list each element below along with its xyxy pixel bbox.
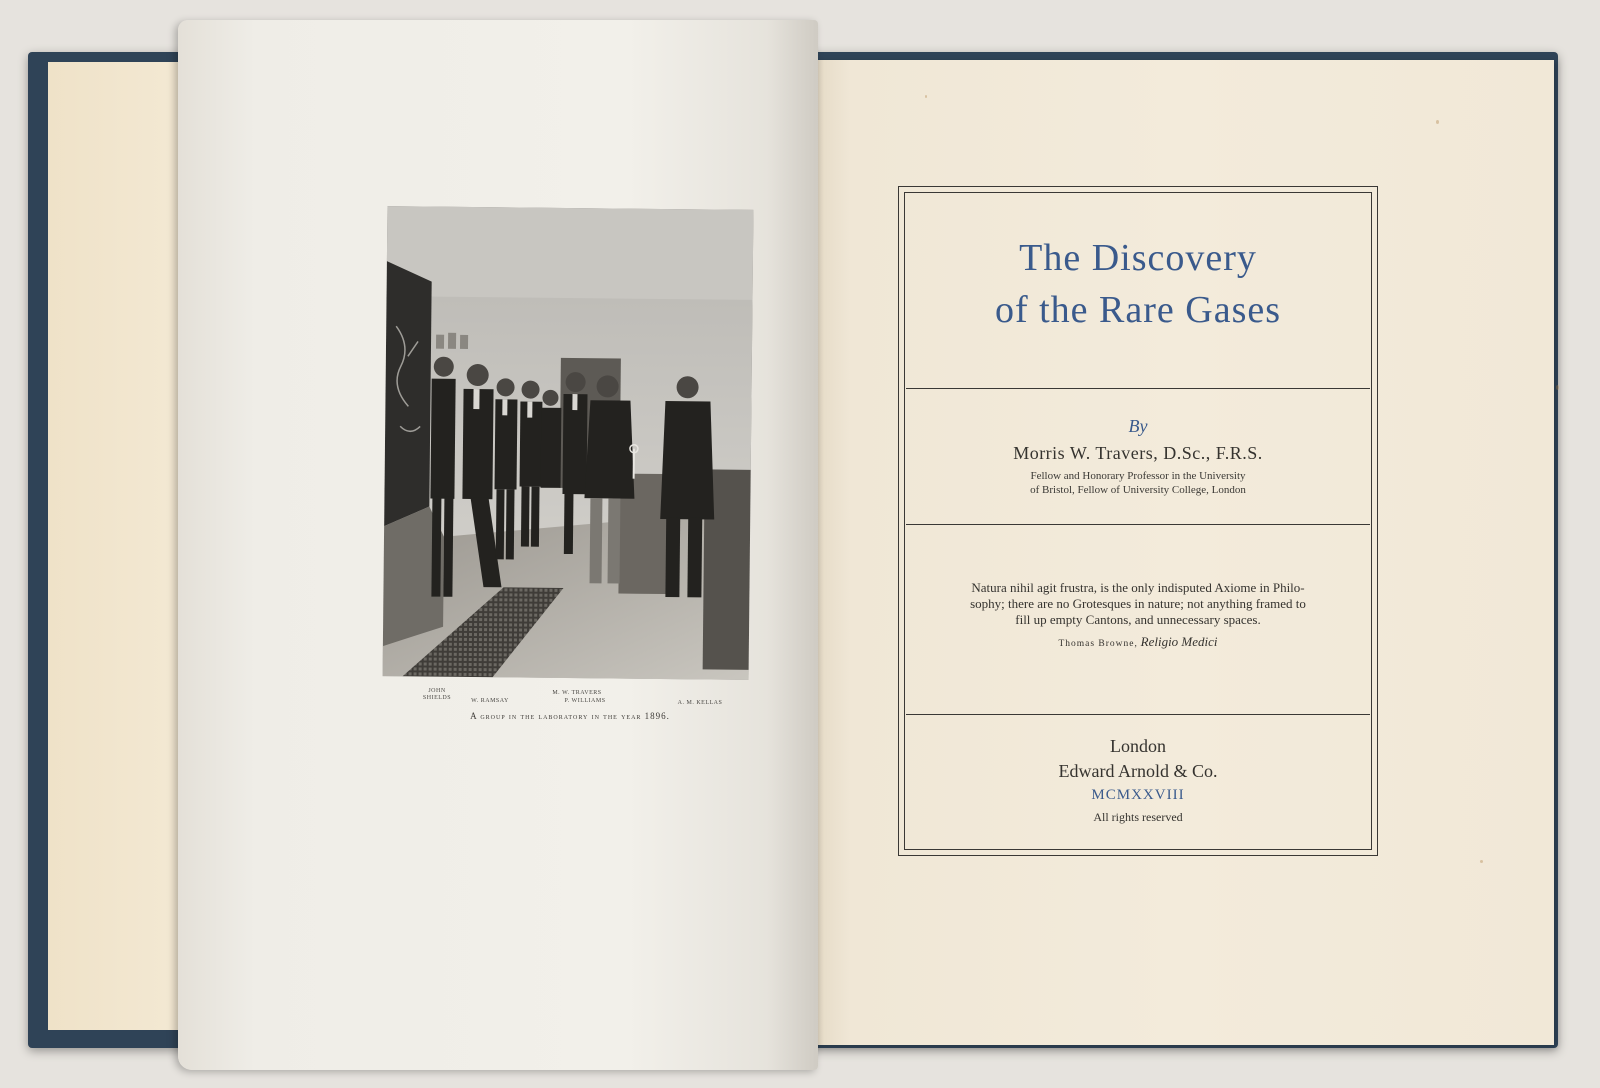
- foxing-spot: [925, 95, 927, 98]
- author-affiliation-line1: Fellow and Honorary Professor in the University: [1030, 470, 1246, 482]
- caption-john-shields: JOHN SHIELDS: [422, 688, 452, 701]
- epigraph-line3: fill up empty Cantons, and unnecessary spaces.: [1015, 612, 1261, 627]
- divider-rule: [906, 388, 1370, 389]
- plate-caption: A group in the laboratory in the year 1896.: [470, 711, 670, 721]
- imprint-year: MCMXXVIII: [1091, 787, 1185, 803]
- foxing-spot: [1556, 385, 1559, 390]
- by-line: By: [1128, 416, 1148, 436]
- author-name: Morris W. Travers, D.Sc., F.R.S.: [1013, 443, 1263, 463]
- book-title-line2: of the Rare Gases: [994, 289, 1282, 331]
- caption-kellas: A. M. KELLAS: [677, 700, 723, 706]
- epigraph: [928, 580, 1348, 628]
- foxing-spot: [1480, 860, 1483, 863]
- imprint-city: London: [1110, 736, 1166, 756]
- epigraph-line1: Natura nihil agit frustra, is the only indisputed Axiome in Philo-: [971, 580, 1305, 595]
- epigraph-attribution: [906, 634, 1370, 650]
- author-affiliation-line2: of Bristol, Fellow of University College, London: [1030, 484, 1246, 496]
- imprint-rights: All rights reserved: [1093, 810, 1183, 824]
- divider-rule: [906, 524, 1370, 525]
- epigraph-work: Religio Medici: [1140, 634, 1218, 649]
- caption-ramsay: W. RAMSAY: [471, 698, 509, 704]
- caption-travers: M. W. TRAVERS: [552, 690, 602, 696]
- book-title-line1: The Discovery: [1019, 237, 1257, 279]
- divider-rule: [906, 714, 1370, 715]
- foxing-spot: [1436, 120, 1439, 124]
- caption-williams: P. WILLIAMS: [564, 698, 606, 704]
- epigraph-line2: sophy; there are no Grotesques in nature; not anything framed to: [970, 596, 1306, 611]
- laboratory-photo-illustration: [383, 206, 754, 680]
- imprint-publisher: Edward Arnold & Co.: [1058, 761, 1218, 781]
- laboratory-photograph: [383, 206, 754, 680]
- epigraph-author: Thomas Browne,: [1058, 639, 1138, 649]
